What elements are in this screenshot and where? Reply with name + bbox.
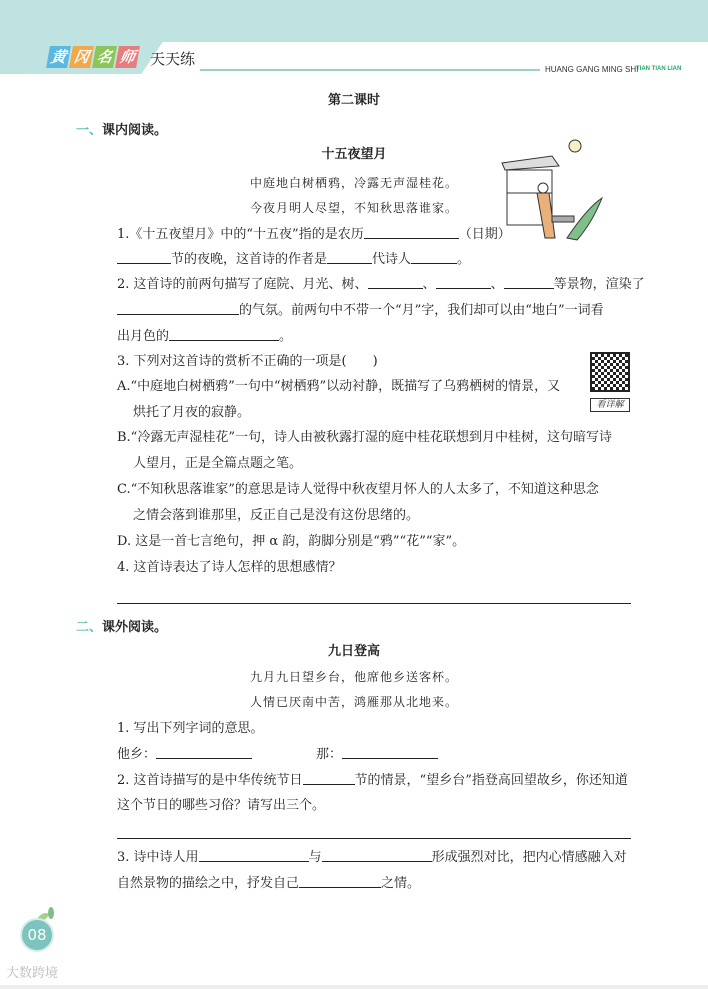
question-text: （日期） — [458, 227, 511, 242]
question-text: 节的情景，“望乡台”指登高回望故乡，你还知道 — [354, 773, 628, 788]
qr-code-icon[interactable] — [590, 352, 630, 392]
lesson-title: 第二课时 — [327, 93, 380, 108]
answer-blank[interactable] — [169, 328, 279, 341]
question-text: 等景物，渲染了 — [553, 277, 645, 292]
page-number: 08 — [20, 918, 54, 952]
answer-blank[interactable] — [299, 875, 381, 888]
question-3 — [117, 849, 627, 867]
answer-blank[interactable] — [117, 251, 171, 264]
question-2 — [117, 772, 628, 790]
question-text: 。 — [279, 329, 293, 344]
answer-blank[interactable] — [156, 746, 252, 759]
logo-char: 黄 — [46, 46, 71, 68]
question-2 — [117, 276, 645, 294]
answer-blank[interactable] — [342, 746, 438, 759]
section-number: 二、 — [76, 620, 103, 635]
logo-char: 师 — [115, 46, 140, 68]
question-1-stem: 1. 写出下列字词的意思。 — [117, 721, 264, 736]
header-en-tag: TIAN TIAN LIAN — [636, 66, 682, 72]
question-text: 、 — [490, 277, 504, 292]
answer-blank[interactable] — [411, 251, 457, 264]
logo-char: 冈 — [69, 46, 94, 68]
option-c: C.“不知秋思落谁家”的意思是诗人觉得中秋夜望月怀人的人太多了，不知道这种思念 — [117, 482, 599, 497]
answer-blank[interactable] — [436, 276, 491, 289]
watermark: 大数跨境 — [6, 966, 59, 981]
poem-line: 今夜月明人尽望，不知秋思落谁家。 — [249, 201, 458, 215]
answer-blank[interactable] — [117, 302, 239, 315]
question-text: 2. 这首诗的前两句描写了庭院、月光、树、 — [117, 277, 368, 292]
section-label: 课外阅读。 — [102, 620, 168, 635]
header-en-text: HUANG GANG MING SHI — [545, 65, 639, 74]
question-3-stem: 3. 下列对这首诗的赏析不正确的一项是( ) — [117, 354, 378, 369]
answer-blank[interactable] — [504, 276, 554, 289]
word-label: 他乡： — [117, 747, 157, 762]
option-a-cont: 烘托了月夜的寂静。 — [133, 405, 251, 420]
answer-blank[interactable] — [368, 276, 423, 289]
question-3-cont — [117, 875, 420, 893]
question-text: 3. 诗中诗人用 — [117, 850, 199, 865]
answer-blank[interactable] — [327, 251, 372, 264]
header-divider — [200, 69, 540, 71]
option-d: D. 这是一首七言绝句，押 α 韵，韵脚分别是“鸦”“花”“家”。 — [117, 534, 466, 549]
question-text: 与 — [308, 850, 322, 865]
question-text: 代诗人 — [372, 252, 412, 267]
answer-blank[interactable] — [322, 849, 432, 862]
brand-logo — [48, 46, 138, 68]
answer-line[interactable] — [117, 603, 631, 604]
question-text: 1.《十五夜望月》中的“十五夜”指的是农历 — [117, 227, 364, 242]
question-text: 出月色的 — [117, 329, 170, 344]
section-heading — [76, 619, 167, 637]
option-b: B.“冷露无声湿桂花”一句，诗人由被秋露打湿的庭中桂花联想到月中桂树，这句暗写诗 — [117, 430, 612, 445]
section-number: 一、 — [76, 123, 103, 138]
poem-line: 人情已厌南中苦，鸿雁那从北地来。 — [249, 695, 458, 709]
poem-line: 中庭地白树栖鸦，冷露无声湿桂花。 — [249, 176, 458, 190]
word-他乡 — [117, 746, 252, 764]
poem-title: 十五夜望月 — [321, 147, 387, 162]
option-a: A.“中庭地白树栖鸦”一句中“树栖鸦”以动衬静，既描写了乌鸦栖树的情景，又 — [117, 379, 561, 394]
logo-char: 名 — [92, 46, 117, 68]
question-1 — [117, 226, 511, 244]
poem-title: 九日登高 — [327, 644, 380, 659]
option-b-cont: 人望月，正是全篇点题之笔。 — [133, 456, 303, 471]
option-c-cont: 之情会落到谁那里，反正自己是没有这份思绪的。 — [133, 508, 420, 523]
question-text: 自然景物的描绘之中，抒发自己 — [117, 876, 300, 891]
bottom-border — [0, 985, 708, 989]
question-text: 、 — [422, 277, 436, 292]
qr-label: 看详解 — [590, 398, 630, 412]
section-label: 课内阅读。 — [102, 123, 168, 138]
answer-blank[interactable] — [199, 849, 309, 862]
word-那 — [316, 746, 438, 764]
answer-line[interactable] — [117, 838, 631, 839]
question-text: 的气氛。前两句中不带一个“月”字，我们却可以由“地白”一词看 — [239, 303, 604, 318]
question-2-cont — [117, 302, 604, 320]
question-1-cont — [117, 251, 470, 269]
answer-blank[interactable] — [303, 772, 355, 785]
answer-blank[interactable] — [364, 226, 459, 239]
word-label: 那： — [316, 747, 343, 762]
question-text: 节的夜晚，这首诗的作者是 — [171, 252, 328, 267]
question-text: 2. 这首诗描写的是中华传统节日 — [117, 773, 303, 788]
question-2-cont: 这个节日的哪些习俗？请写出三个。 — [117, 798, 326, 813]
header-title: 天天练 — [150, 50, 196, 68]
question-text: 。 — [457, 252, 471, 267]
page-header — [0, 42, 708, 76]
poem-line: 九月九日望乡台，他席他乡送客杯。 — [249, 670, 458, 684]
question-4: 4. 这首诗表达了诗人怎样的思想感情？ — [117, 560, 342, 575]
question-text: 形成强烈对比，把内心情感融入对 — [431, 850, 627, 865]
question-2-cont — [117, 328, 292, 346]
question-text: 之情。 — [381, 876, 421, 891]
section-heading — [76, 122, 167, 140]
